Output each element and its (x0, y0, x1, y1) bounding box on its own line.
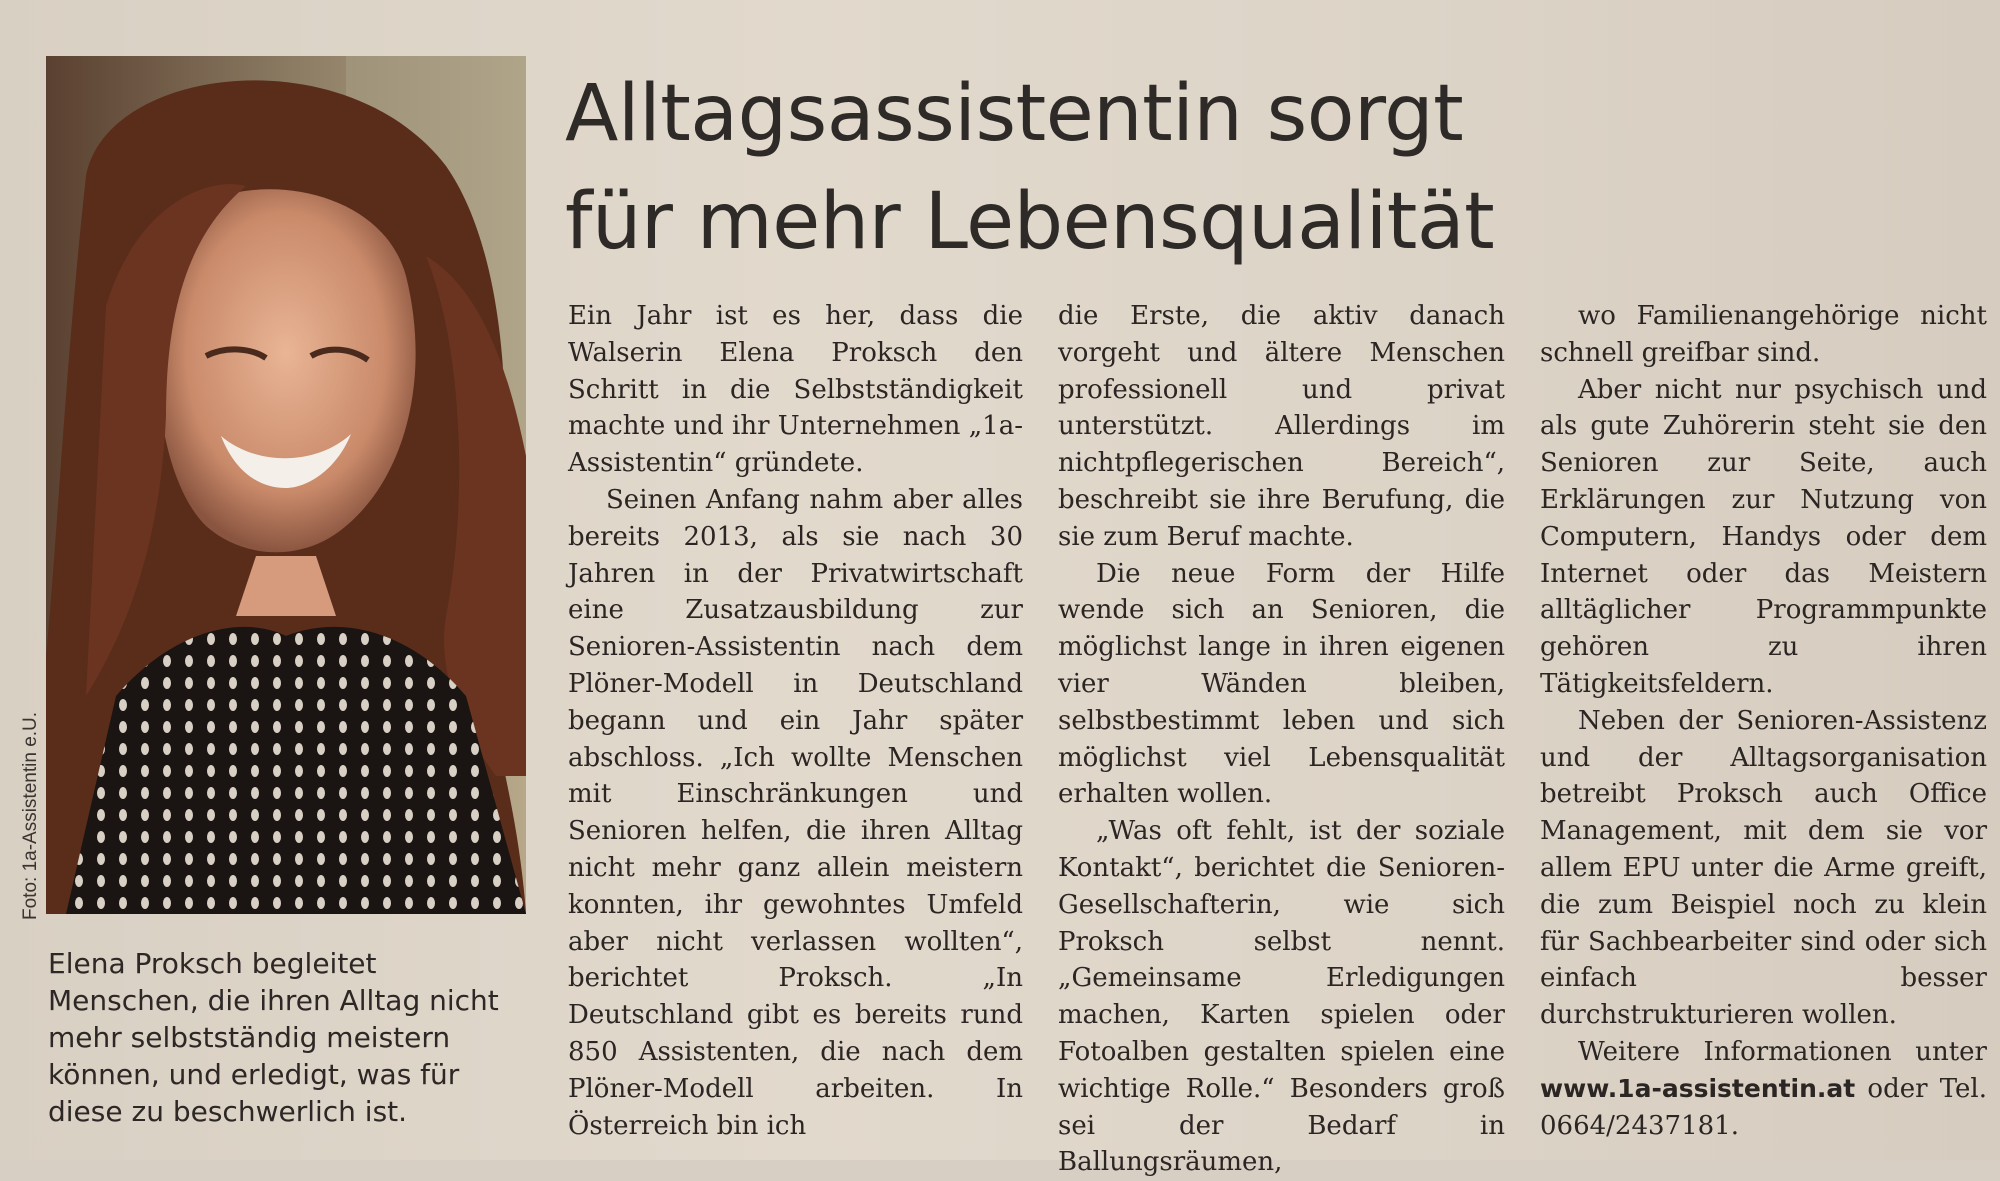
paragraph: Neben der Senioren-Assistenz und der Alltagsorganisation betreibt Proksch auch Office Management, mit dem sie vor allem EPU unter die Arme greift, die zum Beispiel noch zu klein für Sachbearbeiter sind oder sich einfach besser durchstrukturieren wollen. (1540, 705, 1987, 1031)
headline (565, 60, 1985, 276)
paragraph: Aber nicht nur psychisch und als gute Zuhörerin steht sie den Senioren zur Seite, auch Erklärungen zur Nutzung von Computern, Handys oder dem Internet oder das Meistern alltäglicher Programmpunkte gehören zu ihren Tätigkeitsfeldern. (1540, 374, 1987, 699)
website-link[interactable]: www.1a-assistentin.at (1540, 1073, 1856, 1103)
photo-credit: Foto: 1a-Assistentin e.U. (20, 711, 41, 920)
article-column-3 (1540, 298, 1987, 1144)
contact-or: oder (1867, 1073, 1928, 1104)
photo-caption: Elena Proksch begleitet Menschen, die ihren Alltag nicht mehr selbstständig meistern können, und erledigt, was für diese zu beschwerlich ist. (48, 947, 499, 1128)
paragraph: Die neue Form der Hilfe wende sich an Senioren, die möglichst lange in ihren eigenen vier Wänden bleiben, selbstbestimmt leben und sich möglichst viel Lebensqualität erhalten wollen. (1058, 558, 1505, 810)
paragraph: „Was oft fehlt, ist der soziale Kontakt“, berichtet die Senioren-Gesellschafterin, wie sich Proksch selbst nennt. „Gemeinsame Erledigungen machen, Karten spielen oder Fotoalben gestalten spielen eine wichtige Rolle.“ Besonders groß sei der Bedarf in Ballungsräumen, (1058, 816, 1505, 1178)
paragraph: wo Familienangehörige nicht schnell greifbar sind. (1540, 301, 1987, 368)
headline-line-1: Alltagsassistentin sorgt (565, 69, 1464, 159)
article-column-2 (1058, 298, 1505, 1181)
paragraph: die Erste, die aktiv danach vorgeht und ältere Menschen professionell und privat unterstützt. Allerdings im nichtpflegerischen Bereich“, beschreibt sie ihre Berufung, die sie zum Beruf machte. (1058, 301, 1505, 552)
phone-number: Tel. 0664/2437181. (1540, 1073, 1988, 1141)
portrait-photo (46, 56, 526, 914)
contact-intro: Weitere Informationen unter (1578, 1036, 1987, 1067)
paragraph: Ein Jahr ist es her, dass die Walserin Elena Proksch den Schritt in die Selbstständigkeit machte und ihr Unternehmen „1a-Assistentin“ gründete. (568, 301, 1023, 479)
contact-paragraph (1540, 1034, 1987, 1144)
headline-line-2: für mehr Lebensqualität (565, 177, 1495, 267)
article-column-1 (568, 298, 1023, 1144)
paragraph: Seinen Anfang nahm aber alles bereits 2013, als sie nach 30 Jahren in der Privatwirtschaft eine Zusatzausbildung zur Senioren-Assistentin nach dem Plöner-Modell in Deutschland begann und ein Jahr später abschloss. „Ich wollte Menschen mit Einschränkungen und Senioren helfen, die ihren Alltag nicht mehr ganz allein meistern konnten, ihr gewohntes Umfeld aber nicht verlassen wollten“, berichtet Proksch. „In Deutschland gibt es bereits rund 850 Assistenten, die nach dem Plöner-Modell arbeiten. In Österreich bin ich (568, 484, 1023, 1141)
portrait-image (46, 56, 526, 914)
